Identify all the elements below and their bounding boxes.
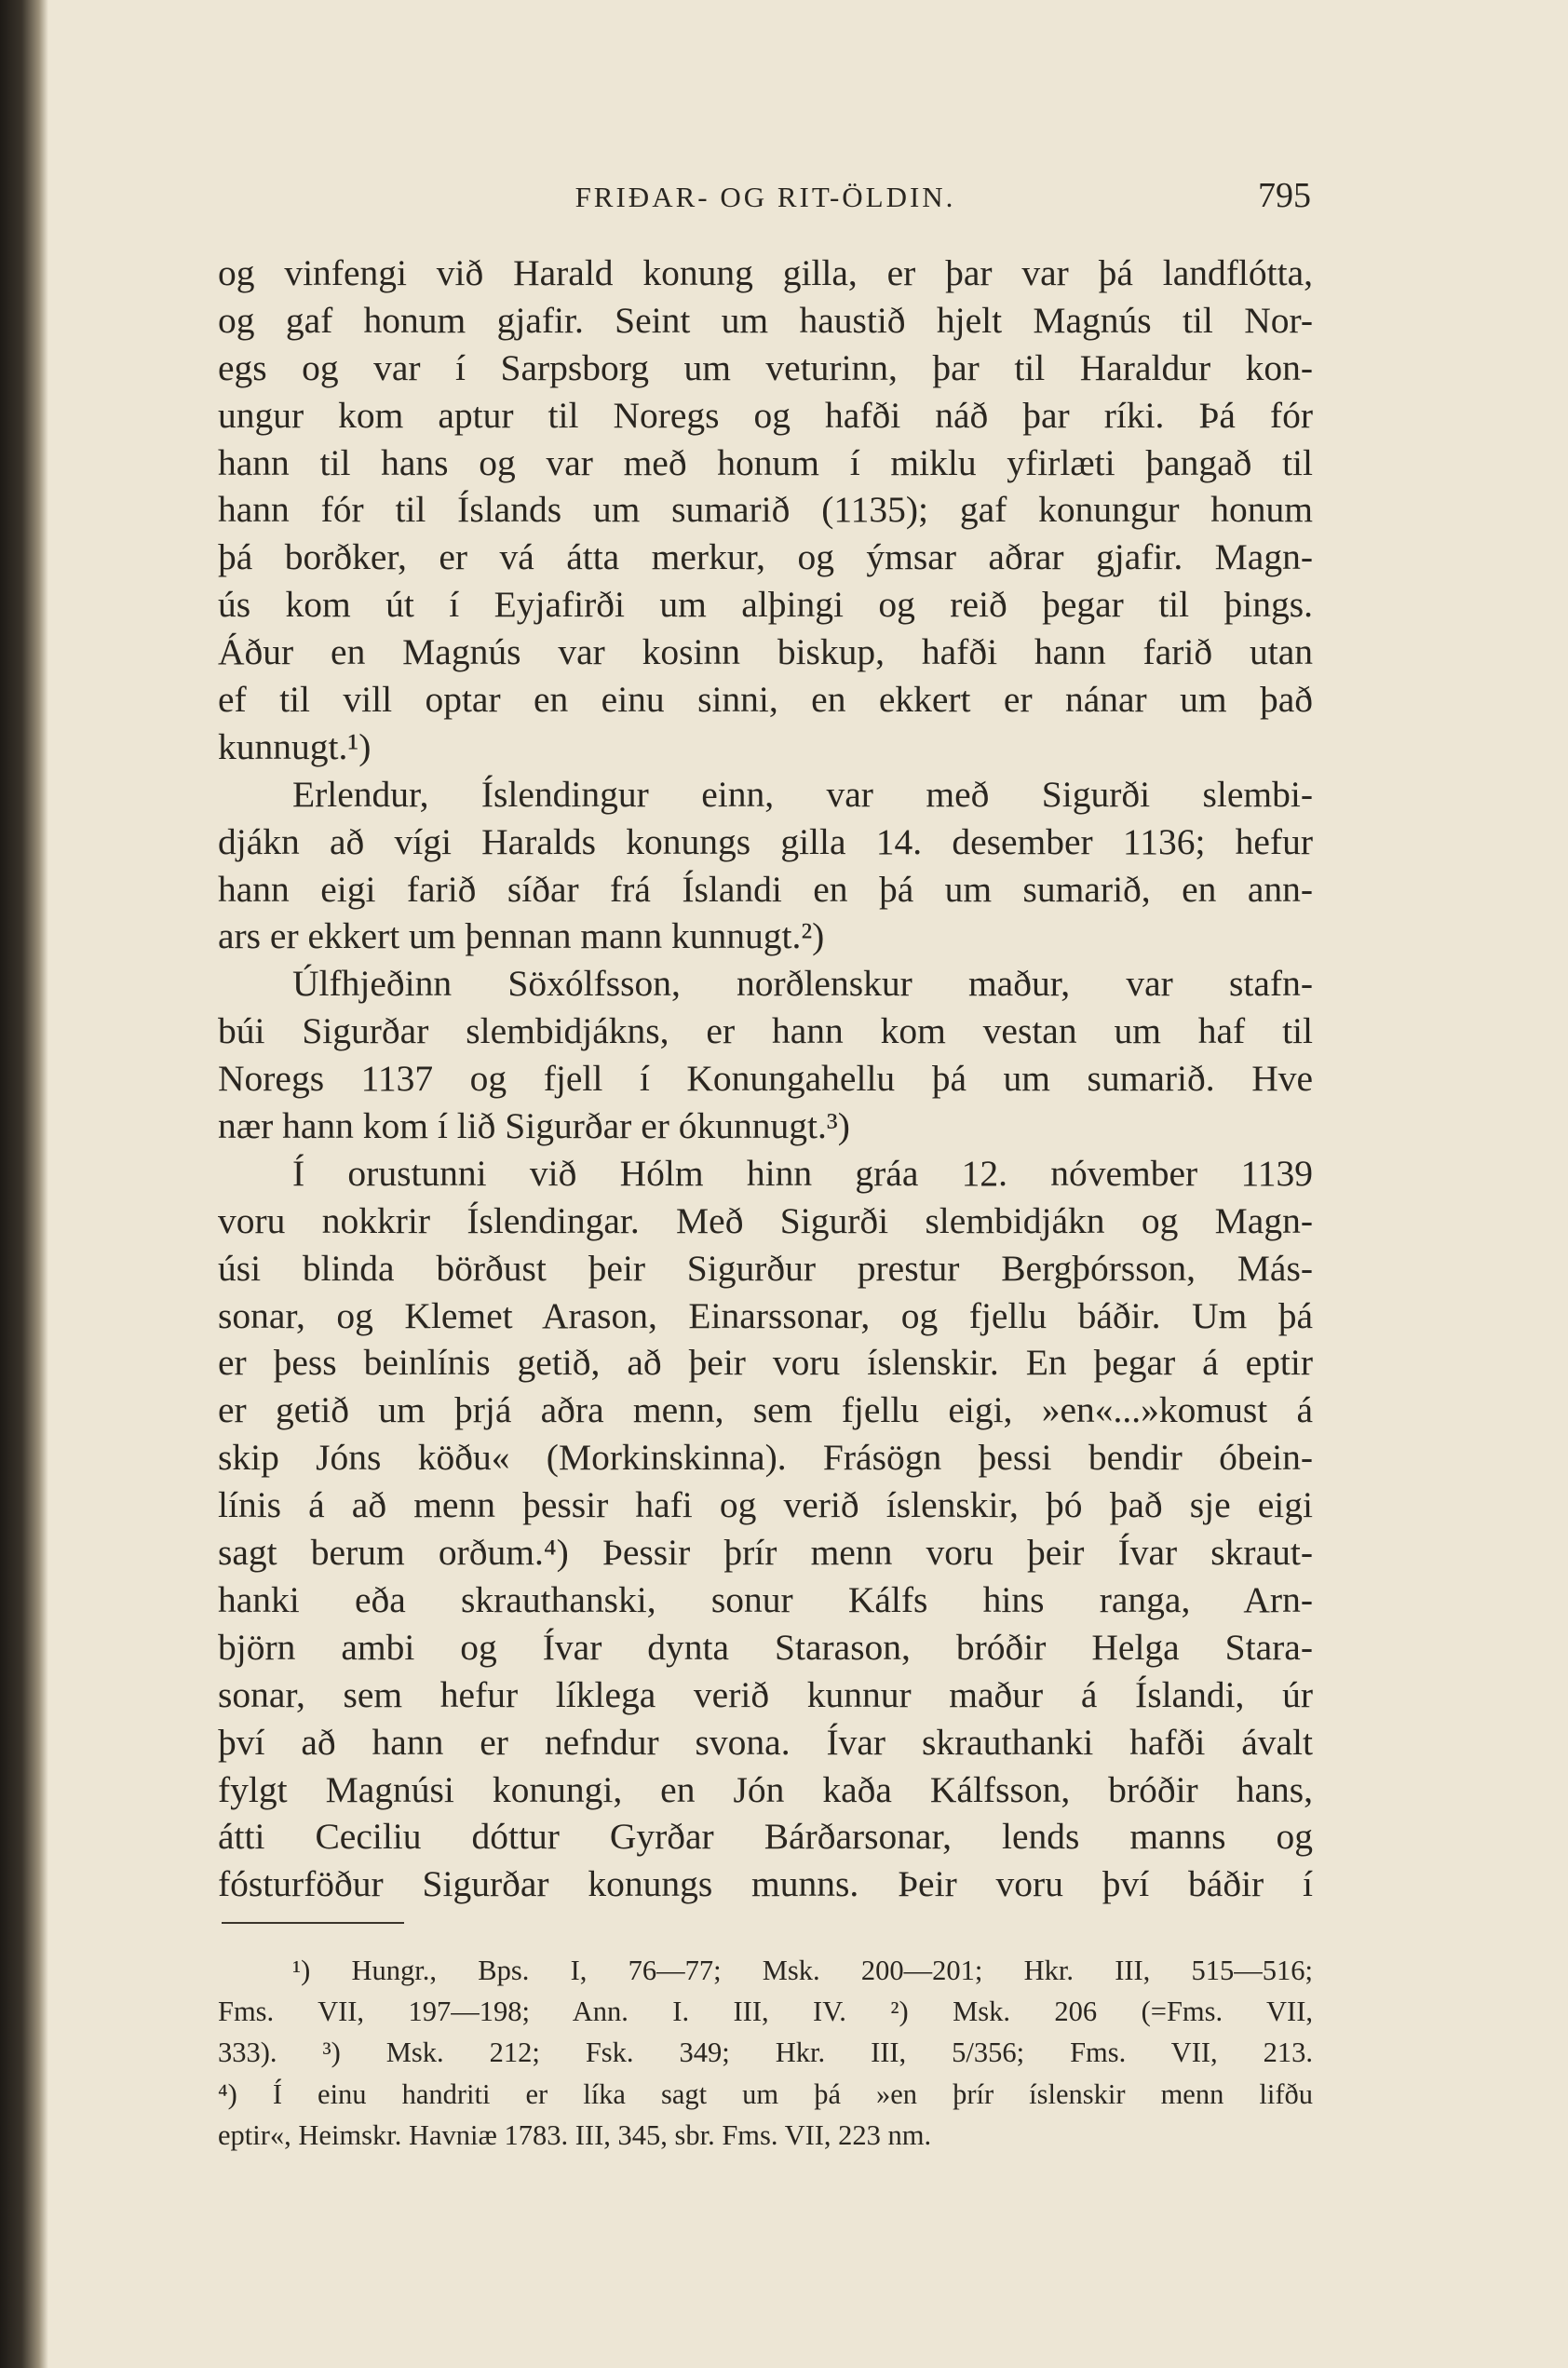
text-line: ef til vill optar en einu sinni, en ekkert er nánar um það xyxy=(218,679,1313,721)
text-line: Erlendur, Íslendingur einn, var með Sigurði slembi- xyxy=(292,773,1313,815)
text-line: sonar, og Klemet Arason, Einarssonar, og fjellu báðir. Um þá xyxy=(218,1294,1313,1336)
footnote-separator xyxy=(222,1922,404,1924)
text-line: fylgt Magnúsi konungi, en Jón kaða Kálfsson, bróðir hans, xyxy=(218,1768,1313,1810)
text-line: Í orustunni við Hólm hinn gráa 12. nóvember 1139 xyxy=(292,1152,1313,1194)
footnote-line: ¹) Hungr., Bps. I, 76—77; Msk. 200—201; Hkr. III, 515—516; xyxy=(292,1955,1313,1986)
text-line: Úlfhjeðinn Söxólfsson, norðlenskur maður, var stafn- xyxy=(292,963,1313,1005)
text-line: voru nokkrir Íslendingar. Með Sigurði slembidjákn og Magn- xyxy=(218,1199,1313,1241)
text-line: hann eigi farið síðar frá Íslandi en þá um sumarið, en ann- xyxy=(218,868,1313,910)
footnote-line: eptir«, Heimskr. Havniæ 1783. III, 345, sbr. Fms. VII, 223 nm. xyxy=(218,2118,932,2151)
text-line: Áður en Magnús var kosinn biskup, hafði hann farið utan xyxy=(218,631,1313,673)
page-number: 795 xyxy=(1258,176,1311,215)
text-line: þá borðker, er vá átta merkur, og ýmsar aðrar gjafir. Magn- xyxy=(218,536,1313,578)
text-line: búi Sigurðar slembidjákns, er hann kom vestan um haf til xyxy=(218,1010,1313,1052)
text-line: egs og var í Sarpsborg um veturinn, þar til Haraldur kon- xyxy=(218,346,1313,388)
text-line: hann fór til Íslands um sumarið (1135); gaf konungur honum xyxy=(218,489,1313,531)
page-header xyxy=(220,175,1311,222)
text-line: átti Ceciliu dóttur Gyrðar Bárðarsonar, lends manns og xyxy=(218,1816,1313,1858)
text-line: og gaf honum gjafir. Seint um haustið hjelt Magnús til Nor- xyxy=(218,299,1313,341)
footnote-line: ⁴) Í einu handriti er líka sagt um þá »en þrír íslenskir menn lifðu xyxy=(218,2077,1313,2110)
text-line: fósturföður Sigurðar konungs munns. Þeir voru því báðir í xyxy=(218,1863,1313,1905)
footnote-line: 333). ³) Msk. 212; Fsk. 349; Hkr. III, 5/356; Fms. VII, 213. xyxy=(218,2036,1313,2069)
text-line: nær hann kom í lið Sigurðar er ókunnugt.³) xyxy=(218,1105,850,1147)
text-line: djákn að vígi Haralds konungs gilla 14. desember 1136; hefur xyxy=(218,820,1313,862)
text-line: kunnugt.¹) xyxy=(218,725,372,767)
text-line: ars er ekkert um þennan mann kunnugt.²) xyxy=(218,915,825,957)
text-line: er getið um þrjá aðra menn, sem fjellu eigi, »en«...»komust á xyxy=(218,1389,1313,1431)
text-line: og vinfengi við Harald konung gilla, er þar var þá landflótta, xyxy=(218,252,1313,293)
text-line: hanki eða skrauthanski, sonur Kálfs hins ranga, Arn- xyxy=(218,1578,1313,1620)
text-line: skip Jóns köðu« (Morkinskinna). Frásögn þessi bendir óbein- xyxy=(218,1437,1313,1479)
text-line: línis á að menn þessir hafi og verið íslenskir, þó það sje eigi xyxy=(218,1484,1313,1526)
text-line: ungur kom aptur til Noregs og hafði náð þar ríki. Þá fór xyxy=(218,394,1313,436)
running-title: FRIÐAR- OG RIT-ÖLDIN. xyxy=(574,181,956,213)
text-line: úsi blinda börðust þeir Sigurður prestur Bergþórsson, Más- xyxy=(218,1247,1313,1289)
text-line: því að hann er nefndur svona. Ívar skrauthanki hafði ávalt xyxy=(218,1721,1313,1763)
text-line: sagt berum orðum.⁴) Þessir þrír menn voru þeir Ívar skraut- xyxy=(218,1532,1313,1574)
text-line: ús kom út í Eyjafirði um alþingi og reið þegar til þings. xyxy=(218,584,1313,626)
text-line: sonar, sem hefur líklega verið kunnur maður á Íslandi, úr xyxy=(218,1673,1313,1715)
footnote-line: Fms. VII, 197—198; Ann. I. III, IV. ²) Msk. 206 (=Fms. VII, xyxy=(218,1996,1313,2028)
body-text xyxy=(218,250,1313,1908)
text-line: er þess beinlínis getið, að þeir voru íslenskir. En þegar á eptir xyxy=(218,1342,1313,1384)
text-line: hann til hans og var með honum í miklu yfirlæti þangað til xyxy=(218,441,1313,483)
text-line: Noregs 1137 og fjell í Konungahellu þá um sumarið. Hve xyxy=(218,1058,1313,1100)
text-line: björn ambi og Ívar dynta Starason, bróðir Helga Stara- xyxy=(218,1626,1313,1668)
book-spine-shadow xyxy=(0,0,48,2368)
footnotes xyxy=(218,1950,1313,2156)
